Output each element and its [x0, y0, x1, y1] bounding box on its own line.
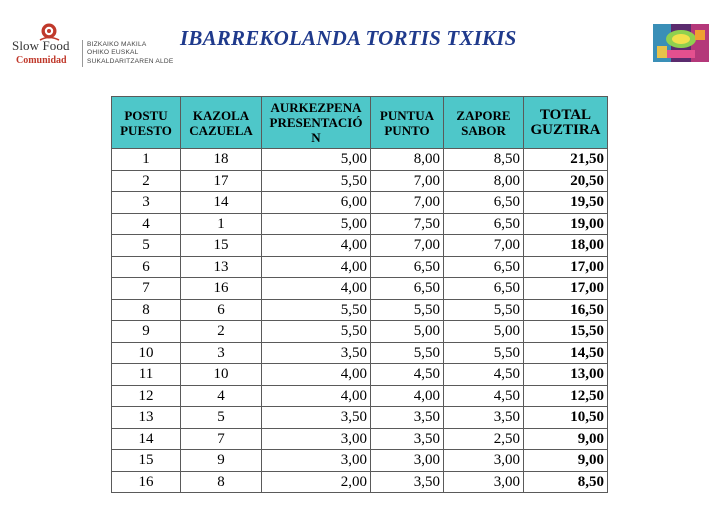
pot-cell: 8	[181, 471, 262, 493]
table-row	[112, 235, 608, 257]
point-cell: 5,50	[371, 299, 444, 321]
flavor-cell: 6,50	[444, 213, 524, 235]
total-cell: 14,50	[524, 342, 608, 364]
total-cell: 8,50	[524, 471, 608, 493]
column-header-line: PUNTUA	[379, 107, 435, 123]
total-cell: 20,50	[524, 170, 608, 192]
pot-cell: 15	[181, 235, 262, 257]
table-row	[112, 321, 608, 343]
point-cell: 3,00	[371, 450, 444, 472]
presentation-cell: 4,00	[262, 256, 371, 278]
presentation-cell: 3,00	[262, 450, 371, 472]
pot-cell: 3	[181, 342, 262, 364]
column-header-line: ZAPORE	[456, 107, 511, 123]
flavor-cell: 4,50	[444, 385, 524, 407]
point-cell: 7,00	[371, 192, 444, 214]
rank-cell: 11	[112, 364, 181, 386]
column-header-puntua-punto	[371, 97, 444, 149]
flavor-cell: 3,50	[444, 407, 524, 429]
total-cell: 21,50	[524, 149, 608, 171]
rank-cell: 10	[112, 342, 181, 364]
presentation-cell: 2,00	[262, 471, 371, 493]
total-cell: 13,00	[524, 364, 608, 386]
pot-cell: 9	[181, 450, 262, 472]
column-header-total-guztira	[524, 97, 608, 149]
point-cell: 4,50	[371, 364, 444, 386]
column-header-kazola-cazuela	[181, 97, 262, 149]
flavor-cell: 8,50	[444, 149, 524, 171]
pot-cell: 17	[181, 170, 262, 192]
total-cell: 19,00	[524, 213, 608, 235]
slow-food-logo	[10, 22, 180, 68]
rank-cell: 3	[112, 192, 181, 214]
presentation-cell: 4,00	[262, 364, 371, 386]
presentation-cell: 5,50	[262, 299, 371, 321]
point-cell: 3,50	[371, 428, 444, 450]
column-header-line: PUESTO	[120, 122, 172, 138]
column-header-line: N	[311, 130, 321, 145]
logo-tagline	[87, 41, 173, 66]
logo-tagline-line: BIZKAIKO MAKILA	[87, 41, 147, 48]
flavor-cell: 6,50	[444, 256, 524, 278]
point-cell: 7,00	[371, 235, 444, 257]
column-header-line: KAZOLA	[192, 107, 250, 123]
presentation-cell: 6,00	[262, 192, 371, 214]
total-cell: 17,00	[524, 256, 608, 278]
event-poster-image	[653, 24, 709, 62]
results-table	[111, 96, 608, 493]
flavor-cell: 5,50	[444, 342, 524, 364]
total-cell: 18,00	[524, 235, 608, 257]
logo-name: Slow Food	[12, 38, 70, 53]
presentation-cell: 4,00	[262, 235, 371, 257]
table-row	[112, 428, 608, 450]
presentation-cell: 3,50	[262, 407, 371, 429]
table-row	[112, 278, 608, 300]
pot-cell: 4	[181, 385, 262, 407]
column-header-line: PRESENTACIÓ	[269, 115, 363, 130]
table-row	[112, 471, 608, 493]
flavor-cell: 4,50	[444, 364, 524, 386]
table-row	[112, 364, 608, 386]
presentation-cell: 5,00	[262, 149, 371, 171]
presentation-cell: 3,50	[262, 342, 371, 364]
header-row	[112, 97, 608, 149]
pot-cell: 16	[181, 278, 262, 300]
logo-divider	[82, 40, 83, 67]
point-cell: 5,50	[371, 342, 444, 364]
table-row	[112, 385, 608, 407]
rank-cell: 16	[112, 471, 181, 493]
rank-cell: 7	[112, 278, 181, 300]
column-header-postu-puesto	[112, 97, 181, 149]
point-cell: 7,50	[371, 213, 444, 235]
table-row	[112, 407, 608, 429]
rank-cell: 5	[112, 235, 181, 257]
rank-cell: 1	[112, 149, 181, 171]
point-cell: 3,50	[371, 407, 444, 429]
table-row	[112, 213, 608, 235]
logo-tagline-line: OHIKO EUSKAL	[87, 49, 139, 57]
pot-cell: 5	[181, 407, 262, 429]
table-row	[112, 170, 608, 192]
logo-tagline-line: SUKALDARITZAREN ALDE	[87, 57, 174, 65]
flavor-cell: 3,00	[444, 450, 524, 472]
rank-cell: 4	[112, 213, 181, 235]
rank-cell: 9	[112, 321, 181, 343]
rank-cell: 2	[112, 170, 181, 192]
table-header	[112, 97, 608, 149]
flavor-cell: 5,00	[444, 321, 524, 343]
column-header-line: AURKEZPENA	[270, 100, 362, 115]
table-body	[112, 149, 608, 493]
table-row	[112, 342, 608, 364]
column-header-line: GUZTIRA	[530, 121, 601, 138]
column-header-line: TOTAL	[539, 106, 592, 123]
table-row	[112, 299, 608, 321]
column-header-aurkezpena-presentacion	[262, 97, 371, 149]
presentation-cell: 5,00	[262, 213, 371, 235]
flavor-cell: 3,00	[444, 471, 524, 493]
point-cell: 7,00	[371, 170, 444, 192]
presentation-cell: 5,50	[262, 321, 371, 343]
total-cell: 19,50	[524, 192, 608, 214]
rank-cell: 15	[112, 450, 181, 472]
pot-cell: 6	[181, 299, 262, 321]
flavor-cell: 7,00	[444, 235, 524, 257]
point-cell: 5,00	[371, 321, 444, 343]
table-row	[112, 256, 608, 278]
pot-cell: 10	[181, 364, 262, 386]
total-cell: 9,00	[524, 450, 608, 472]
point-cell: 3,50	[371, 471, 444, 493]
table-row	[112, 192, 608, 214]
column-header-line: CAZUELA	[189, 122, 253, 138]
presentation-cell: 4,00	[262, 385, 371, 407]
presentation-cell: 3,00	[262, 428, 371, 450]
pot-cell: 2	[181, 321, 262, 343]
point-cell: 6,50	[371, 278, 444, 300]
total-cell: 15,50	[524, 321, 608, 343]
pot-cell: 7	[181, 428, 262, 450]
pot-cell: 18	[181, 149, 262, 171]
presentation-cell: 4,00	[262, 278, 371, 300]
flavor-cell: 2,50	[444, 428, 524, 450]
column-header-line: POSTU	[124, 107, 168, 123]
table-row	[112, 149, 608, 171]
logo-subtitle: Comunidad	[16, 55, 67, 66]
table-row	[112, 450, 608, 472]
pot-cell: 13	[181, 256, 262, 278]
rank-cell: 6	[112, 256, 181, 278]
total-cell: 17,00	[524, 278, 608, 300]
rank-cell: 13	[112, 407, 181, 429]
rank-cell: 14	[112, 428, 181, 450]
flavor-cell: 6,50	[444, 278, 524, 300]
column-header-zapore-sabor	[444, 97, 524, 149]
point-cell: 6,50	[371, 256, 444, 278]
flavor-cell: 8,00	[444, 170, 524, 192]
pot-cell: 14	[181, 192, 262, 214]
total-cell: 12,50	[524, 385, 608, 407]
column-header-line: PUNTO	[384, 122, 430, 138]
page-title: IBARREKOLANDA TORTIS TXIKIS	[180, 26, 517, 50]
point-cell: 8,00	[371, 149, 444, 171]
total-cell: 10,50	[524, 407, 608, 429]
flavor-cell: 5,50	[444, 299, 524, 321]
total-cell: 16,50	[524, 299, 608, 321]
flavor-cell: 6,50	[444, 192, 524, 214]
rank-cell: 8	[112, 299, 181, 321]
rank-cell: 12	[112, 385, 181, 407]
total-cell: 9,00	[524, 428, 608, 450]
pot-cell: 1	[181, 213, 262, 235]
presentation-cell: 5,50	[262, 170, 371, 192]
point-cell: 4,00	[371, 385, 444, 407]
column-header-line: SABOR	[461, 122, 506, 138]
